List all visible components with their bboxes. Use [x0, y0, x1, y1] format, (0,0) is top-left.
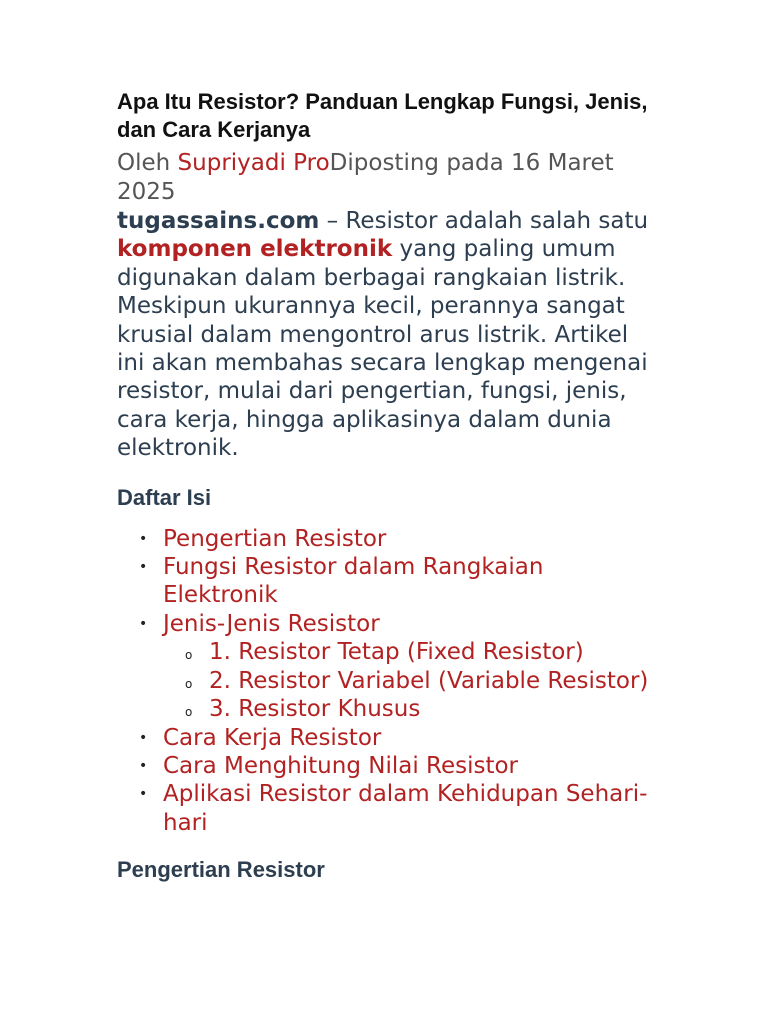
author-link[interactable]: Supriyadi Pro [177, 150, 330, 176]
article-title: Apa Itu Resistor? Panduan Lengkap Fungsi, Jenis, dan Cara Kerjanya [117, 89, 648, 142]
toc-link-resistor-khusus[interactable]: 3. Resistor Khusus [209, 696, 421, 723]
intro-paragraph [117, 207, 658, 463]
toc-link-resistor-variabel[interactable]: 2. Resistor Variabel (Variable Resistor) [209, 667, 649, 694]
posted-date: Diposting pada 16 Maret 2025 [117, 150, 614, 205]
toc-item [163, 553, 658, 610]
toc-item [163, 724, 658, 752]
toc-sublist [163, 638, 658, 723]
toc-item [163, 780, 658, 837]
toc-link-fungsi[interactable]: Fungsi Resistor dalam Rangkaian Elektronik [163, 554, 544, 609]
toc-link-pengertian[interactable]: Pengertian Resistor [163, 525, 387, 552]
toc-item [163, 525, 658, 553]
intro-text-2: yang paling umum digunakan dalam berbagai rangkaian listrik. Meskipun ukurannya kecil, perannya sangat krusial dalam mengontrol arus listrik. Artikel ini akan membahas secara lengkap mengenai resistor, mulai dari pengertian, fungsi, jenis, cara kerja, hingga aplikasinya dalam dunia elektronik. [117, 236, 648, 462]
toc-item [163, 752, 658, 780]
toc-item [163, 610, 658, 724]
section-heading-pengertian: Pengertian Resistor [117, 857, 325, 883]
table-of-contents [117, 525, 658, 837]
toc-subitem [209, 695, 658, 723]
toc-heading: Daftar Isi [117, 484, 212, 510]
keyword-link[interactable]: komponen elektronik [117, 236, 393, 263]
byline [117, 149, 658, 207]
toc-link-jenis[interactable]: Jenis-Jenis Resistor [163, 610, 380, 637]
toc-subitem [209, 667, 658, 695]
toc-subitem [209, 638, 658, 666]
toc-link-cara-kerja[interactable]: Cara Kerja Resistor [163, 724, 382, 751]
toc-link-menghitung[interactable]: Cara Menghitung Nilai Resistor [163, 752, 519, 779]
toc-link-aplikasi[interactable]: Aplikasi Resistor dalam Kehidupan Sehari-hari [163, 781, 648, 836]
toc-link-resistor-tetap[interactable]: 1. Resistor Tetap (Fixed Resistor) [209, 639, 584, 666]
site-name: tugassains.com [117, 208, 320, 234]
byline-prefix: Oleh [117, 150, 178, 176]
intro-text-1: – Resistor adalah salah satu [319, 208, 649, 234]
